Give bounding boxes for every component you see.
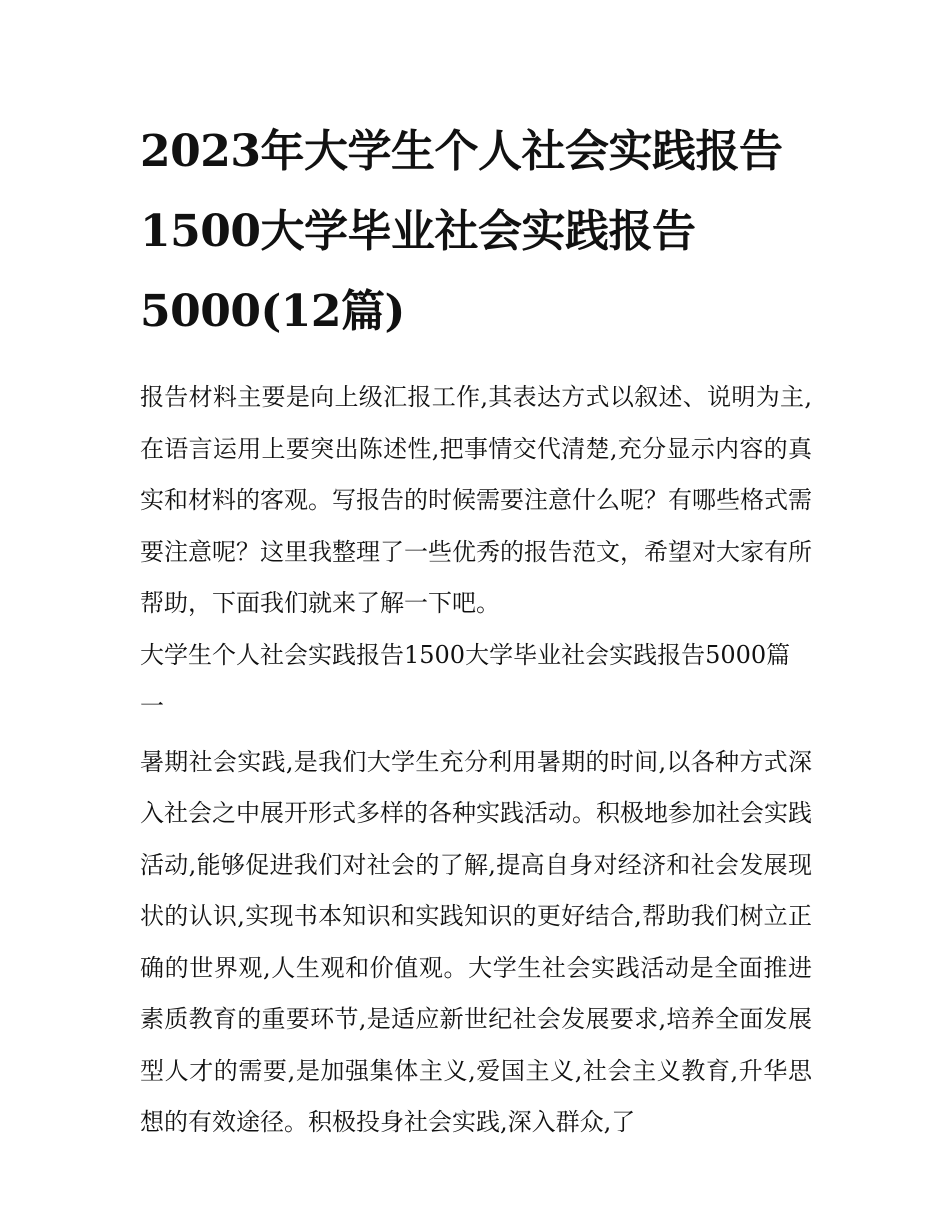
document-page (140, 112, 812, 1149)
intro-paragraph: 报告材料主要是向上级汇报工作,其表达方式以叙述、说明为主,在语言运用上要突出陈述性,把事情交代清楚,充分显示内容的真实和材料的客观。写报告的时候需要注意什么呢？有哪些格式需要注意呢？这里我整理了一些优秀的报告范文，希望对大家有所帮助，下面我们就来了解一下吧。 (140, 383, 812, 617)
section-heading: 大学生个人社会实践报告1500大学毕业社会实践报告5000篇一 (140, 640, 791, 720)
body-paragraph: 暑期社会实践,是我们大学生充分利用暑期的时间,以各种方式深入社会之中展开形式多样的各种实践活动。积极地参加社会实践活动,能够促进我们对社会的了解,提高自身对经济和社会发展现状的认识,实现书本知识和实践知识的更好结合,帮助我们树立正确的世界观,人生观和价值观。大学生社会实践活动是全面推进素质教育的重要环节,是适应新世纪社会发展要求,培养全面发展型人才的需要,是加强集体主义,爱国主义,社会主义教育,升华思想的有效途径。积极投身社会实践,深入群众,了 (140, 747, 812, 1136)
document-title: 2023年大学生个人社会实践报告1500大学毕业社会实践报告5000(12篇) (140, 126, 783, 337)
